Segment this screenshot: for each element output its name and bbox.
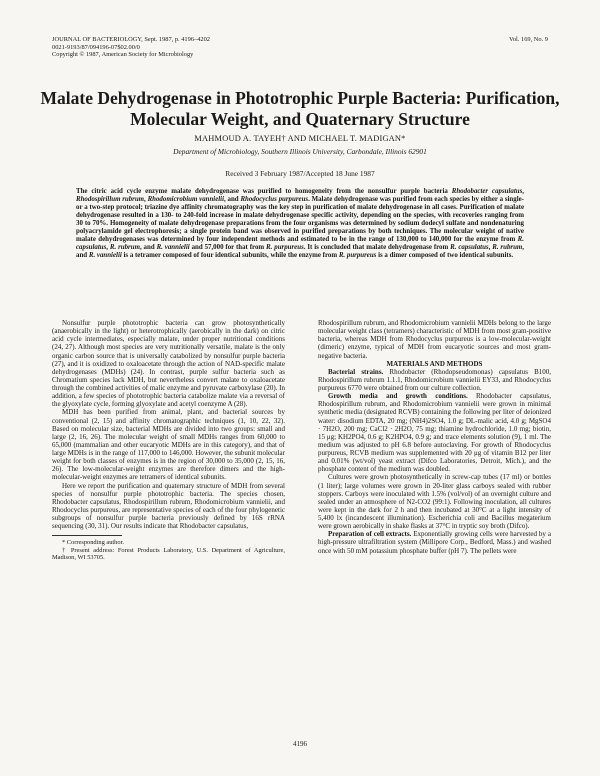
methods-paragraph — [318, 392, 551, 473]
runin-heading: Growth media and growth conditions. — [328, 392, 468, 401]
title-line-2: Molecular Weight, and Quaternary Structure — [130, 109, 470, 129]
footnote-corresponding: * Corresponding author. — [62, 539, 124, 547]
runin-heading: Bacterial strains. — [328, 367, 384, 376]
methods-text: Cultures were grown photosynthetically in screw-cap tubes (17 ml) or bottles (1 liter); large volumes were grown in 20-liter glass carboys sealed with rubber stoppers. Carboys were inoculated with 1.5% (vol/vol) of an overnight culture and sealed under an atmosphere of N2-CO2 (99:1). Following inoculation, all cultures were kept in the dark for 2 h and then incubated at 30°C at a light intensity of 5,400 lx (incandescent illumination). Escherichia coli and Bacillus megaterium were grown aerobically in shake flasks at 37°C in tryptic soy broth (Difco). — [318, 473, 551, 531]
journal-header — [52, 36, 210, 59]
section-heading: MATERIALS AND METHODS — [386, 359, 483, 368]
intro-paragraph: Here we report the purification and quaternary structure of MDH from several species of nonsulfur purple phototrophic bacteria. The species chosen, Rhodobacter capsulatus, Rhodospirillum rubrum, Rhodomicrobium vannielii, and Rhodocyclus purpureus, are representative species of each of the four phylogenetic subgroups of nonsulfur purple bacteria previously defined by 16S rRNA sequencing (30, 31). Our results indicate that Rhodobacter capsulatus, — [52, 481, 285, 531]
intro-paragraph: MDH has been purified from animal, plant, and bacterial sources by conventional (2, 15) and affinity chromatographic techniques (1, 10, 22, 32). Based on molecular size, bacterial MDHs are divided into two groups: small and large (2, 16, 26). The molecular weight of small MDHs ranges from 60,000 to 65,000 (mammalian and other eucaryotic MDHs are in this category), and that of large MDHs is in the range of 117,000 to 146,000. However, the subunit molecular weight for both classes of enzymes is in the region of 30,000 to 35,000 (2, 15, 16, 26). The low-molecular-weight enzymes are therefore dimers and the high-molecular-weight enzymes are tetramers of identical subunits. — [52, 408, 285, 482]
runin-heading: Preparation of cell extracts. — [328, 530, 412, 539]
methods-paragraph — [318, 530, 551, 554]
abstract: The citric acid cycle enzyme malate dehydrogenase was purified to homogeneity from the nonsulfur purple bacteria Rhodobacter capsulatus, Rhodospirillum rubrum, Rhodomicrobium vannielii, and Rhodocyclus purpureus. Malate dehydrogenase was purified from each species by either a single- or a two-step protocol; triazine dye affinity chromatography was the key step in purification of malate dehydrogenase in all cases. Purification of malate dehydrogenase resulted in a 130- to 240-fold increase in malate dehydrogenase specific activity, depending on the species, with recoveries ranging from 30 to 70%. Homogeneity of malate dehydrogenase preparations from the four organisms was determined by sodium dodecyl sulfate and nondenaturing polyacrylamide gel electrophoresis; a single protein band was observed in purified preparations by both techniques. The molecular weight of native malate dehydrogenases was determined by four independent methods and estimated to be in the range of 130,000 to 140,000 for the enzyme from R. capsulatus, R. rubrum, and R. vannielii and 57,000 for that from R. purpureus. It is concluded that malate dehydrogenase from R. capsulatus, R. rubrum, and R. vannielii is a tetramer composed of four identical subunits, while the enzyme from R. purpureus is a dimer composed of two identical subunits. — [76, 188, 524, 260]
footnote-rule — [52, 535, 122, 536]
journal-volume: Vol. 169, No. 9 — [509, 36, 548, 43]
methods-paragraph — [318, 368, 551, 392]
right-column — [318, 319, 551, 555]
footnote-address: † Present address: Forest Products Laboratory, U.S. Department of Agriculture, Madison, WI 53705. — [52, 546, 285, 562]
journal-code: 0021-9193/87/094196-07$02.00/0 — [52, 43, 140, 51]
methods-text: Rhodobacter (Rhodopseudomonas) capsulatus B100, Rhodospirillum rubrum 1.1.1, Rhodomicrobium vannielii EY33, and Rhodocyclus purpureus 6770 were obtained from our culture collection. — [318, 367, 552, 392]
journal-citation: JOURNAL OF BACTERIOLOGY, Sept. 1987, p. 4196–4202 — [52, 36, 210, 43]
intro-continuation: Rhodospirillum rubrum, and Rhodomicrobium vannielii MDHs belong to the large molecular weight class (tetramers) characteristic of MDH from most gram-positive bacteria, whereas MDH from Rhodocyclus purpureus is a low-molecular-weight (dimeric) enzyme, typical of MDH from eucaryotic sources and most gram-negative bacteria. — [318, 319, 551, 360]
title-line-1: Malate Dehydrogenase in Phototrophic Purple Bacteria: Purification, — [40, 88, 560, 108]
methods-paragraph — [318, 473, 551, 530]
journal-copyright: Copyright © 1987, American Society for Microbiology — [52, 51, 194, 59]
received-dates: Received 3 February 1987/Accepted 18 June 1987 — [225, 169, 375, 178]
intro-paragraph: Nonsulfur purple phototrophic bacteria can grow photosynthetically (anaerobically in the light) or heterotrophically (aerobically in the dark) on citric acid cycle intermediates, especially malate, under proper nutritional conditions (24, 27). Although most species are very nutritionally versatile, malate is the only organic carbon source that is universally catabolized by nonsulfur purple bacteria (27), and it is oxidized to oxaloacetate through the action of NAD-specific malate dehydrogenases (MDHs) (24). In contrast, purple sulfur bacteria such as Chromatium species lack MDH, but nevertheless convert malate to oxaloacetate through the combined activities of malic enzyme and pyruvate carboxylase (20). In addition, a few species of phototrophic bacteria catabolize malate via a reversal of the glyoxylate cycle, forming glyoxylate and acetyl coenzyme A (28). — [52, 319, 285, 409]
paper-title — [40, 88, 560, 130]
methods-text: Exponentially growing cells were harvested by a high-pressure ultrafiltration system (Millipore Corp., Bedford, Mass.) and washed once with 50 mM potassium phosphate buffer (pH 7). The pellets were — [318, 530, 551, 555]
authors: MAHMOUD A. TAYEH† AND MICHAEL T. MADIGAN* — [194, 134, 406, 143]
page-number: 4196 — [293, 740, 307, 748]
affiliation: Department of Microbiology, Southern Illinois University, Carbondale, Illinois 62901 — [173, 147, 427, 156]
left-column — [52, 319, 285, 561]
methods-text: Rhodobacter capsulatus, Rhodospirillum rubrum, and Rhodomicrobium vannielii were grown in minimal synthetic media (designated RCVB) containing the following per liter of deionized water: disodium EDTA, 20 mg; (NH4)2SO4, 1.0 g; DL-malic acid, 4.0 g; MgSO4 · 7H2O, 200 mg; CaCl2 · 2H2O, 75 mg; thiamine hydrochloride, 1.0 mg; biotin, 15 μg; KH2PO4, 0.6 g; K2HPO4, 0.9 g; and trace elements solution (9), 1 ml. The medium was adjusted to pH 6.8 before autoclaving. For growth of Rhodocyclus purpureus, RCVB medium was supplemented with 20 μg of vitamin B12 per liter and 0.01% (wt/vol) yeast extract (Difco Laboratories, Detroit, Mich.), and the phosphate content of the medium was doubled. — [318, 392, 551, 474]
